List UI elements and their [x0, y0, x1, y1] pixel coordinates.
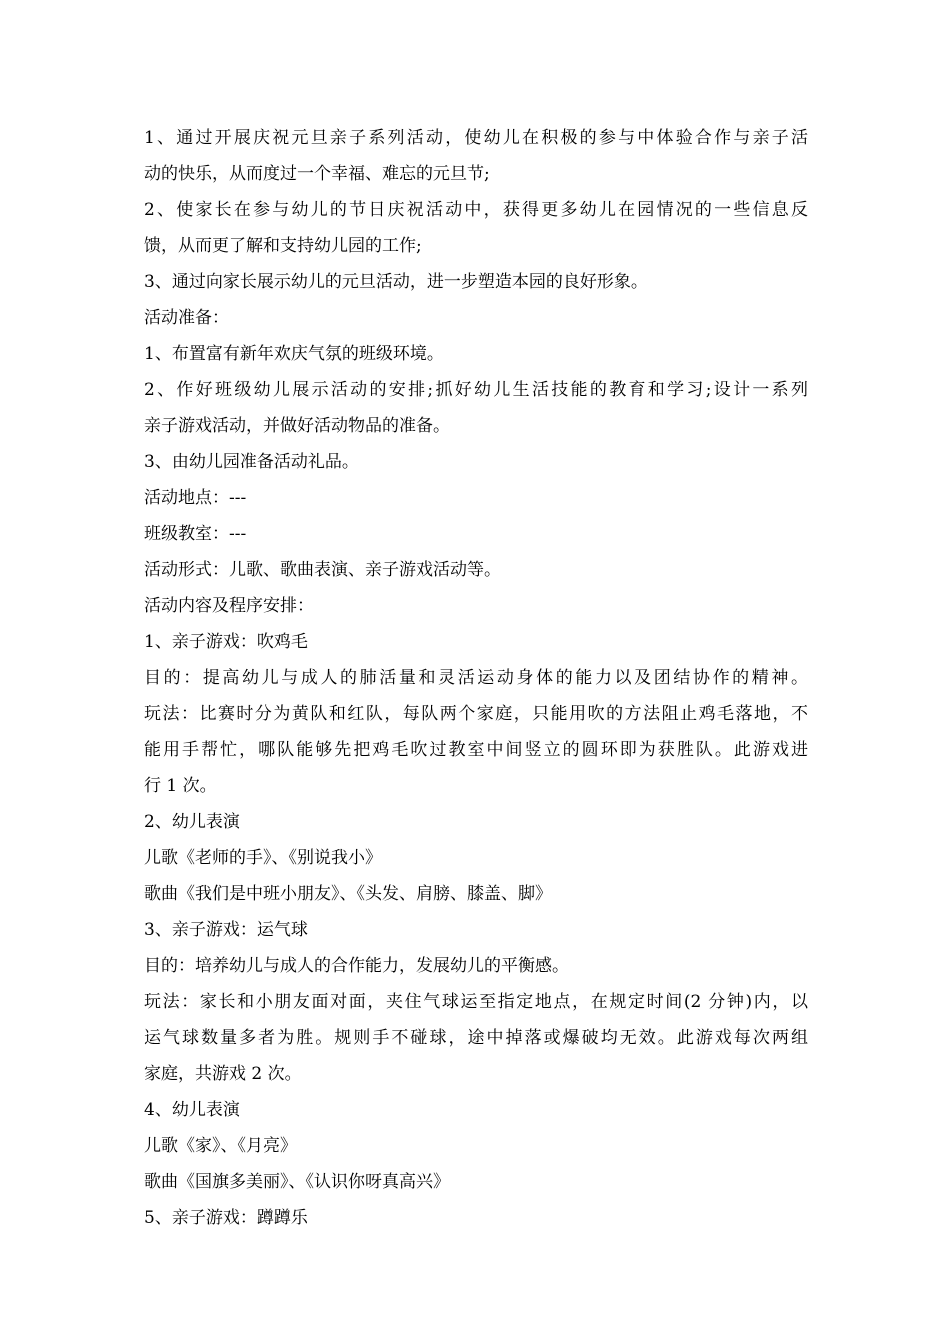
text-line: 1、亲子游戏：吹鸡毛	[144, 632, 308, 652]
text-line: 歌曲《国旗多美丽》、《认识你呀真高兴》	[144, 1172, 450, 1192]
text-line: 玩法：家长和小朋友面对面，夹住气球运至指定地点，在规定时间(2 分钟)内，以	[144, 992, 808, 1012]
text-line: 亲子游戏活动，并做好活动物品的准备。	[144, 416, 450, 436]
text-line: 3、通过向家长展示幼儿的元旦活动，进一步塑造本园的良好形象。	[144, 272, 648, 292]
text-line: 2、使家长在参与幼儿的节日庆祝活动中，获得更多幼儿在园情况的一些信息反	[144, 200, 808, 220]
text-line: 活动准备：	[144, 308, 229, 328]
text-line: 能用手帮忙，哪队能够先把鸡毛吹过教室中间竖立的圆环即为获胜队。此游戏进	[144, 740, 808, 760]
text-line: 行 1 次。	[144, 776, 217, 796]
text-line: 目的：培养幼儿与成人的合作能力，发展幼儿的平衡感。	[144, 956, 569, 976]
text-line: 2、作好班级幼儿展示活动的安排;抓好幼儿生活技能的教育和学习;设计一系列	[144, 380, 808, 400]
text-line: 目的：提高幼儿与成人的肺活量和灵活运动身体的能力以及团结协作的精神。	[144, 668, 808, 688]
text-line: 活动内容及程序安排：	[144, 596, 314, 616]
text-line: 动的快乐，从而度过一个幸福、难忘的元旦节;	[144, 164, 490, 184]
text-line: 歌曲《我们是中班小朋友》、《头发、肩膀、膝盖、脚》	[144, 884, 552, 904]
text-line: 3、由幼儿园准备活动礼品。	[144, 452, 359, 472]
text-line: 馈，从而更了解和支持幼儿园的工作;	[144, 236, 422, 256]
text-line: 3、亲子游戏：运气球	[144, 920, 308, 940]
text-line: 4、幼儿表演	[144, 1100, 240, 1120]
document-body	[144, 120, 808, 1236]
text-line: 活动地点：---	[144, 488, 247, 508]
text-line: 5、亲子游戏：蹲蹲乐	[144, 1208, 308, 1228]
text-line: 班级教室：---	[144, 524, 247, 544]
text-line: 玩法：比赛时分为黄队和红队，每队两个家庭，只能用吹的方法阻止鸡毛落地，不	[144, 704, 808, 724]
text-line: 运气球数量多者为胜。规则手不碰球，途中掉落或爆破均无效。此游戏每次两组	[144, 1028, 808, 1048]
text-line: 2、幼儿表演	[144, 812, 240, 832]
text-line: 儿歌《老师的手》、《别说我小》	[144, 848, 382, 868]
text-line: 活动形式：儿歌、歌曲表演、亲子游戏活动等。	[144, 560, 501, 580]
text-line: 1、通过开展庆祝元旦亲子系列活动，使幼儿在积极的参与中体验合作与亲子活	[144, 128, 808, 148]
text-line: 儿歌《家》、《月亮》	[144, 1136, 297, 1156]
text-line: 家庭，共游戏 2 次。	[144, 1064, 302, 1084]
text-line: 1、布置富有新年欢庆气氛的班级环境。	[144, 344, 444, 364]
